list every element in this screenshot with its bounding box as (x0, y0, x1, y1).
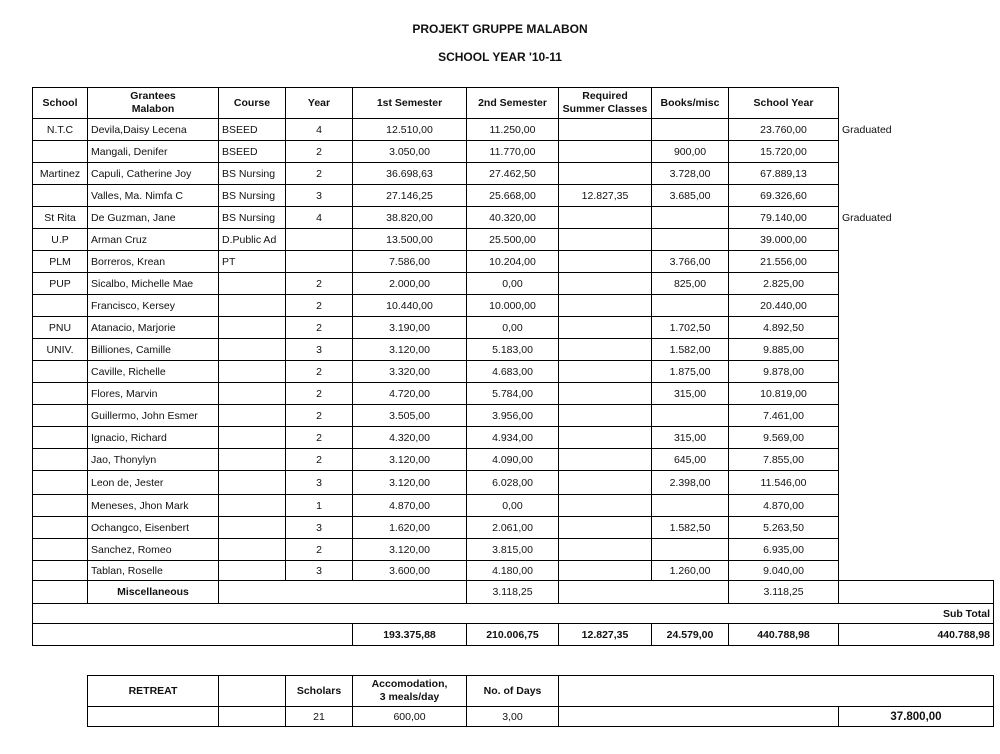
cell-sem2: 10.000,00 (467, 295, 559, 317)
cell-note (839, 185, 994, 207)
cell-course (219, 405, 286, 427)
cell-name: Ignacio, Richard (88, 427, 219, 449)
cell-course (219, 383, 286, 405)
cell-books: 315,00 (652, 427, 729, 449)
cell-total: 7.461,00 (729, 405, 839, 427)
cell-course (219, 449, 286, 471)
cell-school: U.P (33, 229, 88, 251)
cell-summer (559, 449, 652, 471)
cell-total: 67.889,13 (729, 163, 839, 185)
table-row (33, 295, 994, 317)
retreat-header-blank (559, 676, 994, 707)
cell-sem2: 2.061,00 (467, 517, 559, 539)
cell-sem1: 3.505,00 (353, 405, 467, 427)
cell-summer (559, 383, 652, 405)
cell-summer (559, 495, 652, 517)
cell-school: PLM (33, 251, 88, 273)
cell-summer (559, 207, 652, 229)
cell-year (286, 229, 353, 251)
cell-note (839, 163, 994, 185)
cell-course (219, 471, 286, 495)
cell-books: 1.582,00 (652, 339, 729, 361)
cell-school (33, 141, 88, 163)
cell-sem2: 3.815,00 (467, 539, 559, 561)
cell-school (33, 561, 88, 581)
cell-school (33, 449, 88, 471)
cell-sem2: 4.934,00 (467, 427, 559, 449)
cell-summer (559, 517, 652, 539)
cell-sem1: 36.698,63 (353, 163, 467, 185)
misc-row (33, 581, 994, 604)
table-row (33, 361, 994, 383)
cell-school: Martinez (33, 163, 88, 185)
cell-course: BSEED (219, 119, 286, 141)
cell-summer (559, 361, 652, 383)
cell-total: 4.892,50 (729, 317, 839, 339)
cell-note (839, 561, 994, 581)
table-header-row (33, 88, 994, 119)
scholarship-table (32, 87, 994, 646)
cell-total: 4.870,00 (729, 495, 839, 517)
cell-course: BSEED (219, 141, 286, 163)
table-row (33, 119, 994, 141)
retreat-days: 3,00 (467, 707, 559, 727)
cell-year: 2 (286, 273, 353, 295)
cell-year: 2 (286, 449, 353, 471)
cell-books: 1.260,00 (652, 561, 729, 581)
cell-year: 2 (286, 539, 353, 561)
cell-total: 9.040,00 (729, 561, 839, 581)
cell-sem1: 3.600,00 (353, 561, 467, 581)
cell-books (652, 119, 729, 141)
cell-summer (559, 119, 652, 141)
total-books: 24.579,00 (652, 624, 729, 646)
cell-course: D.Public Ad (219, 229, 286, 251)
subtotal-label-row (33, 604, 994, 624)
cell-sem2: 4.683,00 (467, 361, 559, 383)
cell-school (33, 295, 88, 317)
table-row (33, 207, 994, 229)
cell-books (652, 495, 729, 517)
cell-books: 3.766,00 (652, 251, 729, 273)
cell-school (33, 383, 88, 405)
header-summer-line2: Summer Classes (562, 103, 648, 115)
misc-total: 3.118,25 (729, 581, 839, 604)
retreat-blank (219, 676, 286, 707)
cell-course (219, 317, 286, 339)
cell-name: Sicalbo, Michelle Mae (88, 273, 219, 295)
cell-school (33, 495, 88, 517)
cell-year: 2 (286, 405, 353, 427)
cell-total: 2.825,00 (729, 273, 839, 295)
cell-summer (559, 141, 652, 163)
table-row (33, 339, 994, 361)
header-course: Course (219, 88, 286, 119)
retreat-accom-line1: Accomodation, (371, 678, 448, 690)
cell-sem2: 3.956,00 (467, 405, 559, 427)
cell-course: BS Nursing (219, 163, 286, 185)
cell-name: Leon de, Jester (88, 471, 219, 495)
cell-books (652, 229, 729, 251)
cell-year: 3 (286, 339, 353, 361)
cell-summer (559, 295, 652, 317)
cell-school (33, 185, 88, 207)
table-row (33, 427, 994, 449)
cell-sem1: 3.190,00 (353, 317, 467, 339)
cell-total: 9.569,00 (729, 427, 839, 449)
header-books: Books/misc (652, 88, 729, 119)
table-row (33, 539, 994, 561)
cell-sem1: 3.120,00 (353, 539, 467, 561)
cell-note (839, 449, 994, 471)
table-row (33, 317, 994, 339)
cell-year: 3 (286, 561, 353, 581)
cell-note (839, 339, 994, 361)
cell-sem1: 27.146,25 (353, 185, 467, 207)
cell-note: Graduated (842, 123, 892, 136)
cell-name: Francisco, Kersey (88, 295, 219, 317)
cell-name: Sanchez, Romeo (88, 539, 219, 561)
cell-year: 2 (286, 383, 353, 405)
cell-year: 3 (286, 471, 353, 495)
subtotal-label: Sub Total (33, 604, 994, 624)
cell-name: Devila,Daisy Lecena (88, 119, 219, 141)
cell-sem2: 0,00 (467, 495, 559, 517)
cell-school: PNU (33, 317, 88, 339)
header-school-year: School Year (729, 88, 839, 119)
table-row (33, 405, 994, 427)
cell-course (219, 339, 286, 361)
cell-year: 2 (286, 163, 353, 185)
cell-books: 3.728,00 (652, 163, 729, 185)
retreat-days-header: No. of Days (467, 676, 559, 707)
cell-total: 79.140,00 (729, 207, 839, 229)
cell-school (33, 427, 88, 449)
cell-books (652, 405, 729, 427)
cell-name: Tablan, Roselle (88, 561, 219, 581)
cell-sem1: 4.320,00 (353, 427, 467, 449)
cell-books: 825,00 (652, 273, 729, 295)
cell-books: 3.685,00 (652, 185, 729, 207)
cell-sem1: 12.510,00 (353, 119, 467, 141)
cell-school (33, 471, 88, 495)
cell-note (839, 383, 994, 405)
cell-note (839, 539, 994, 561)
cell-name: Caville, Richelle (88, 361, 219, 383)
retreat-accom: 600,00 (353, 707, 467, 727)
cell-name: Arman Cruz (88, 229, 219, 251)
cell-summer (559, 229, 652, 251)
cell-sem2: 25.500,00 (467, 229, 559, 251)
misc-blank-2 (559, 581, 729, 604)
table-row (33, 273, 994, 295)
cell-sem1: 3.120,00 (353, 471, 467, 495)
cell-sem2: 11.250,00 (467, 119, 559, 141)
cell-sem1: 13.500,00 (353, 229, 467, 251)
cell-note (839, 295, 994, 317)
cell-summer (559, 427, 652, 449)
total-summer: 12.827,35 (559, 624, 652, 646)
cell-summer (559, 163, 652, 185)
cell-sem1: 3.320,00 (353, 361, 467, 383)
cell-sem2: 4.090,00 (467, 449, 559, 471)
cell-name: Capuli, Catherine Joy (88, 163, 219, 185)
cell-books: 1.582,50 (652, 517, 729, 539)
cell-books: 900,00 (652, 141, 729, 163)
cell-course (219, 517, 286, 539)
cell-summer (559, 317, 652, 339)
cell-year: 4 (286, 207, 353, 229)
header-year: Year (286, 88, 353, 119)
cell-sem2: 40.320,00 (467, 207, 559, 229)
cell-sem2: 4.180,00 (467, 561, 559, 581)
cell-school: N.T.C (33, 119, 88, 141)
cell-school (33, 539, 88, 561)
cell-note (839, 427, 994, 449)
cell-note (839, 229, 994, 251)
misc-note (839, 581, 994, 604)
total-sem2: 210.006,75 (467, 624, 559, 646)
cell-course: BS Nursing (219, 207, 286, 229)
cell-course (219, 539, 286, 561)
cell-year: 3 (286, 185, 353, 207)
retreat-accom-header (353, 676, 467, 707)
cell-books (652, 295, 729, 317)
retreat-scholars-header: Scholars (286, 676, 353, 707)
header-grantees (88, 88, 219, 119)
cell-total: 20.440,00 (729, 295, 839, 317)
cell-course (219, 495, 286, 517)
table-row (33, 471, 994, 495)
total-sem1: 193.375,88 (353, 624, 467, 646)
cell-sem2: 5.784,00 (467, 383, 559, 405)
cell-sem2: 11.770,00 (467, 141, 559, 163)
cell-name: Valles, Ma. Nimfa C (88, 185, 219, 207)
cell-total: 7.855,00 (729, 449, 839, 471)
cell-summer (559, 471, 652, 495)
cell-course (219, 561, 286, 581)
header-summer-line1: Required (582, 90, 628, 102)
cell-school (33, 361, 88, 383)
cell-year: 3 (286, 517, 353, 539)
cell-summer (559, 251, 652, 273)
table-row (33, 495, 994, 517)
cell-books: 2.398,00 (652, 471, 729, 495)
retreat-table (87, 675, 994, 727)
cell-school (33, 405, 88, 427)
cell-name: Flores, Marvin (88, 383, 219, 405)
totals-blank (33, 624, 353, 646)
cell-name: Atanacio, Marjorie (88, 317, 219, 339)
table-row (33, 185, 994, 207)
cell-books (652, 539, 729, 561)
table-row (33, 561, 994, 581)
cell-books: 1.875,00 (652, 361, 729, 383)
retreat-header-row (88, 676, 994, 707)
cell-year: 2 (286, 295, 353, 317)
table-row (33, 449, 994, 471)
cell-note (839, 517, 994, 539)
cell-name: Billiones, Camille (88, 339, 219, 361)
cell-books (652, 207, 729, 229)
cell-sem2: 0,00 (467, 273, 559, 295)
cell-total: 9.885,00 (729, 339, 839, 361)
cell-total: 9.878,00 (729, 361, 839, 383)
table-row (33, 517, 994, 539)
cell-note (839, 361, 994, 383)
cell-sem1: 38.820,00 (353, 207, 467, 229)
cell-course (219, 273, 286, 295)
cell-sem2: 6.028,00 (467, 471, 559, 495)
cell-sem1: 7.586,00 (353, 251, 467, 273)
table-body (33, 119, 994, 581)
misc-sem2: 3.118,25 (467, 581, 559, 604)
cell-sem2: 10.204,00 (467, 251, 559, 273)
cell-sem1: 10.440,00 (353, 295, 467, 317)
retreat-total: 37.800,00 (839, 707, 994, 727)
cell-summer (559, 339, 652, 361)
cell-note (839, 471, 994, 495)
cell-total: 69.326,60 (729, 185, 839, 207)
retreat-scholars: 21 (286, 707, 353, 727)
cell-sem2: 25.668,00 (467, 185, 559, 207)
cell-year (286, 251, 353, 273)
cell-sem1: 4.720,00 (353, 383, 467, 405)
cell-school: St Rita (33, 207, 88, 229)
table-row (33, 141, 994, 163)
cell-school: UNIV. (33, 339, 88, 361)
cell-year: 1 (286, 495, 353, 517)
retreat-value-blank-1 (88, 707, 219, 727)
retreat-value-blank-2 (219, 707, 286, 727)
cell-sem1: 1.620,00 (353, 517, 467, 539)
document-title: PROJEKT GRUPPE MALABON (412, 22, 588, 36)
grand-total: 440.788,98 (839, 624, 994, 646)
cell-total: 10.819,00 (729, 383, 839, 405)
cell-note (839, 273, 994, 295)
cell-name: Meneses, Jhon Mark (88, 495, 219, 517)
cell-total: 5.263,50 (729, 517, 839, 539)
cell-year: 2 (286, 427, 353, 449)
cell-name: Ochangco, Eisenbert (88, 517, 219, 539)
cell-books: 1.702,50 (652, 317, 729, 339)
cell-name: Borreros, Krean (88, 251, 219, 273)
cell-course: BS Nursing (219, 185, 286, 207)
cell-summer (559, 539, 652, 561)
document-subtitle: SCHOOL YEAR '10-11 (438, 50, 562, 64)
header-summer (559, 88, 652, 119)
header-school: School (33, 88, 88, 119)
totals-row (33, 624, 994, 646)
total-school-year: 440.788,98 (729, 624, 839, 646)
misc-blank (219, 581, 467, 604)
cell-sem1: 3.120,00 (353, 449, 467, 471)
cell-name: De Guzman, Jane (88, 207, 219, 229)
cell-name: Jao, Thonylyn (88, 449, 219, 471)
header-sem1: 1st Semester (353, 88, 467, 119)
cell-sem1: 3.050,00 (353, 141, 467, 163)
cell-total: 11.546,00 (729, 471, 839, 495)
table-row (33, 251, 994, 273)
table-row (33, 163, 994, 185)
cell-total: 23.760,00 (729, 119, 839, 141)
cell-summer (559, 561, 652, 581)
cell-summer (559, 405, 652, 427)
cell-books: 315,00 (652, 383, 729, 405)
cell-year: 2 (286, 361, 353, 383)
cell-name: Mangali, Denifer (88, 141, 219, 163)
misc-school (33, 581, 88, 604)
cell-books: 645,00 (652, 449, 729, 471)
cell-note (839, 251, 994, 273)
cell-year: 2 (286, 141, 353, 163)
cell-total: 39.000,00 (729, 229, 839, 251)
retreat-label: RETREAT (88, 676, 219, 707)
cell-note (839, 405, 994, 427)
cell-note: Graduated (842, 211, 892, 224)
retreat-accom-line2: 3 meals/day (379, 691, 440, 703)
cell-year: 2 (286, 317, 353, 339)
cell-sem2: 27.462,50 (467, 163, 559, 185)
misc-label: Miscellaneous (88, 581, 219, 604)
cell-sem1: 3.120,00 (353, 339, 467, 361)
cell-sem2: 5.183,00 (467, 339, 559, 361)
cell-note (839, 495, 994, 517)
cell-school (33, 517, 88, 539)
cell-note (839, 141, 994, 163)
cell-note (839, 317, 994, 339)
header-sem2: 2nd Semester (467, 88, 559, 119)
cell-course (219, 295, 286, 317)
cell-total: 15.720,00 (729, 141, 839, 163)
cell-sem1: 4.870,00 (353, 495, 467, 517)
cell-sem2: 0,00 (467, 317, 559, 339)
cell-year: 4 (286, 119, 353, 141)
table-row (33, 229, 994, 251)
cell-name: Guillermo, John Esmer (88, 405, 219, 427)
header-note-spacer (839, 88, 994, 119)
cell-course: PT (219, 251, 286, 273)
header-grantees-line1: Grantees (130, 90, 176, 102)
cell-school: PUP (33, 273, 88, 295)
cell-total: 6.935,00 (729, 539, 839, 561)
header-grantees-line2: Malabon (131, 103, 175, 115)
cell-course (219, 361, 286, 383)
cell-course (219, 427, 286, 449)
table-row (33, 383, 994, 405)
retreat-value-row (88, 707, 994, 727)
cell-sem1: 2.000,00 (353, 273, 467, 295)
cell-total: 21.556,00 (729, 251, 839, 273)
cell-summer (559, 273, 652, 295)
cell-summer: 12.827,35 (559, 185, 652, 207)
retreat-value-blank-3 (559, 707, 839, 727)
